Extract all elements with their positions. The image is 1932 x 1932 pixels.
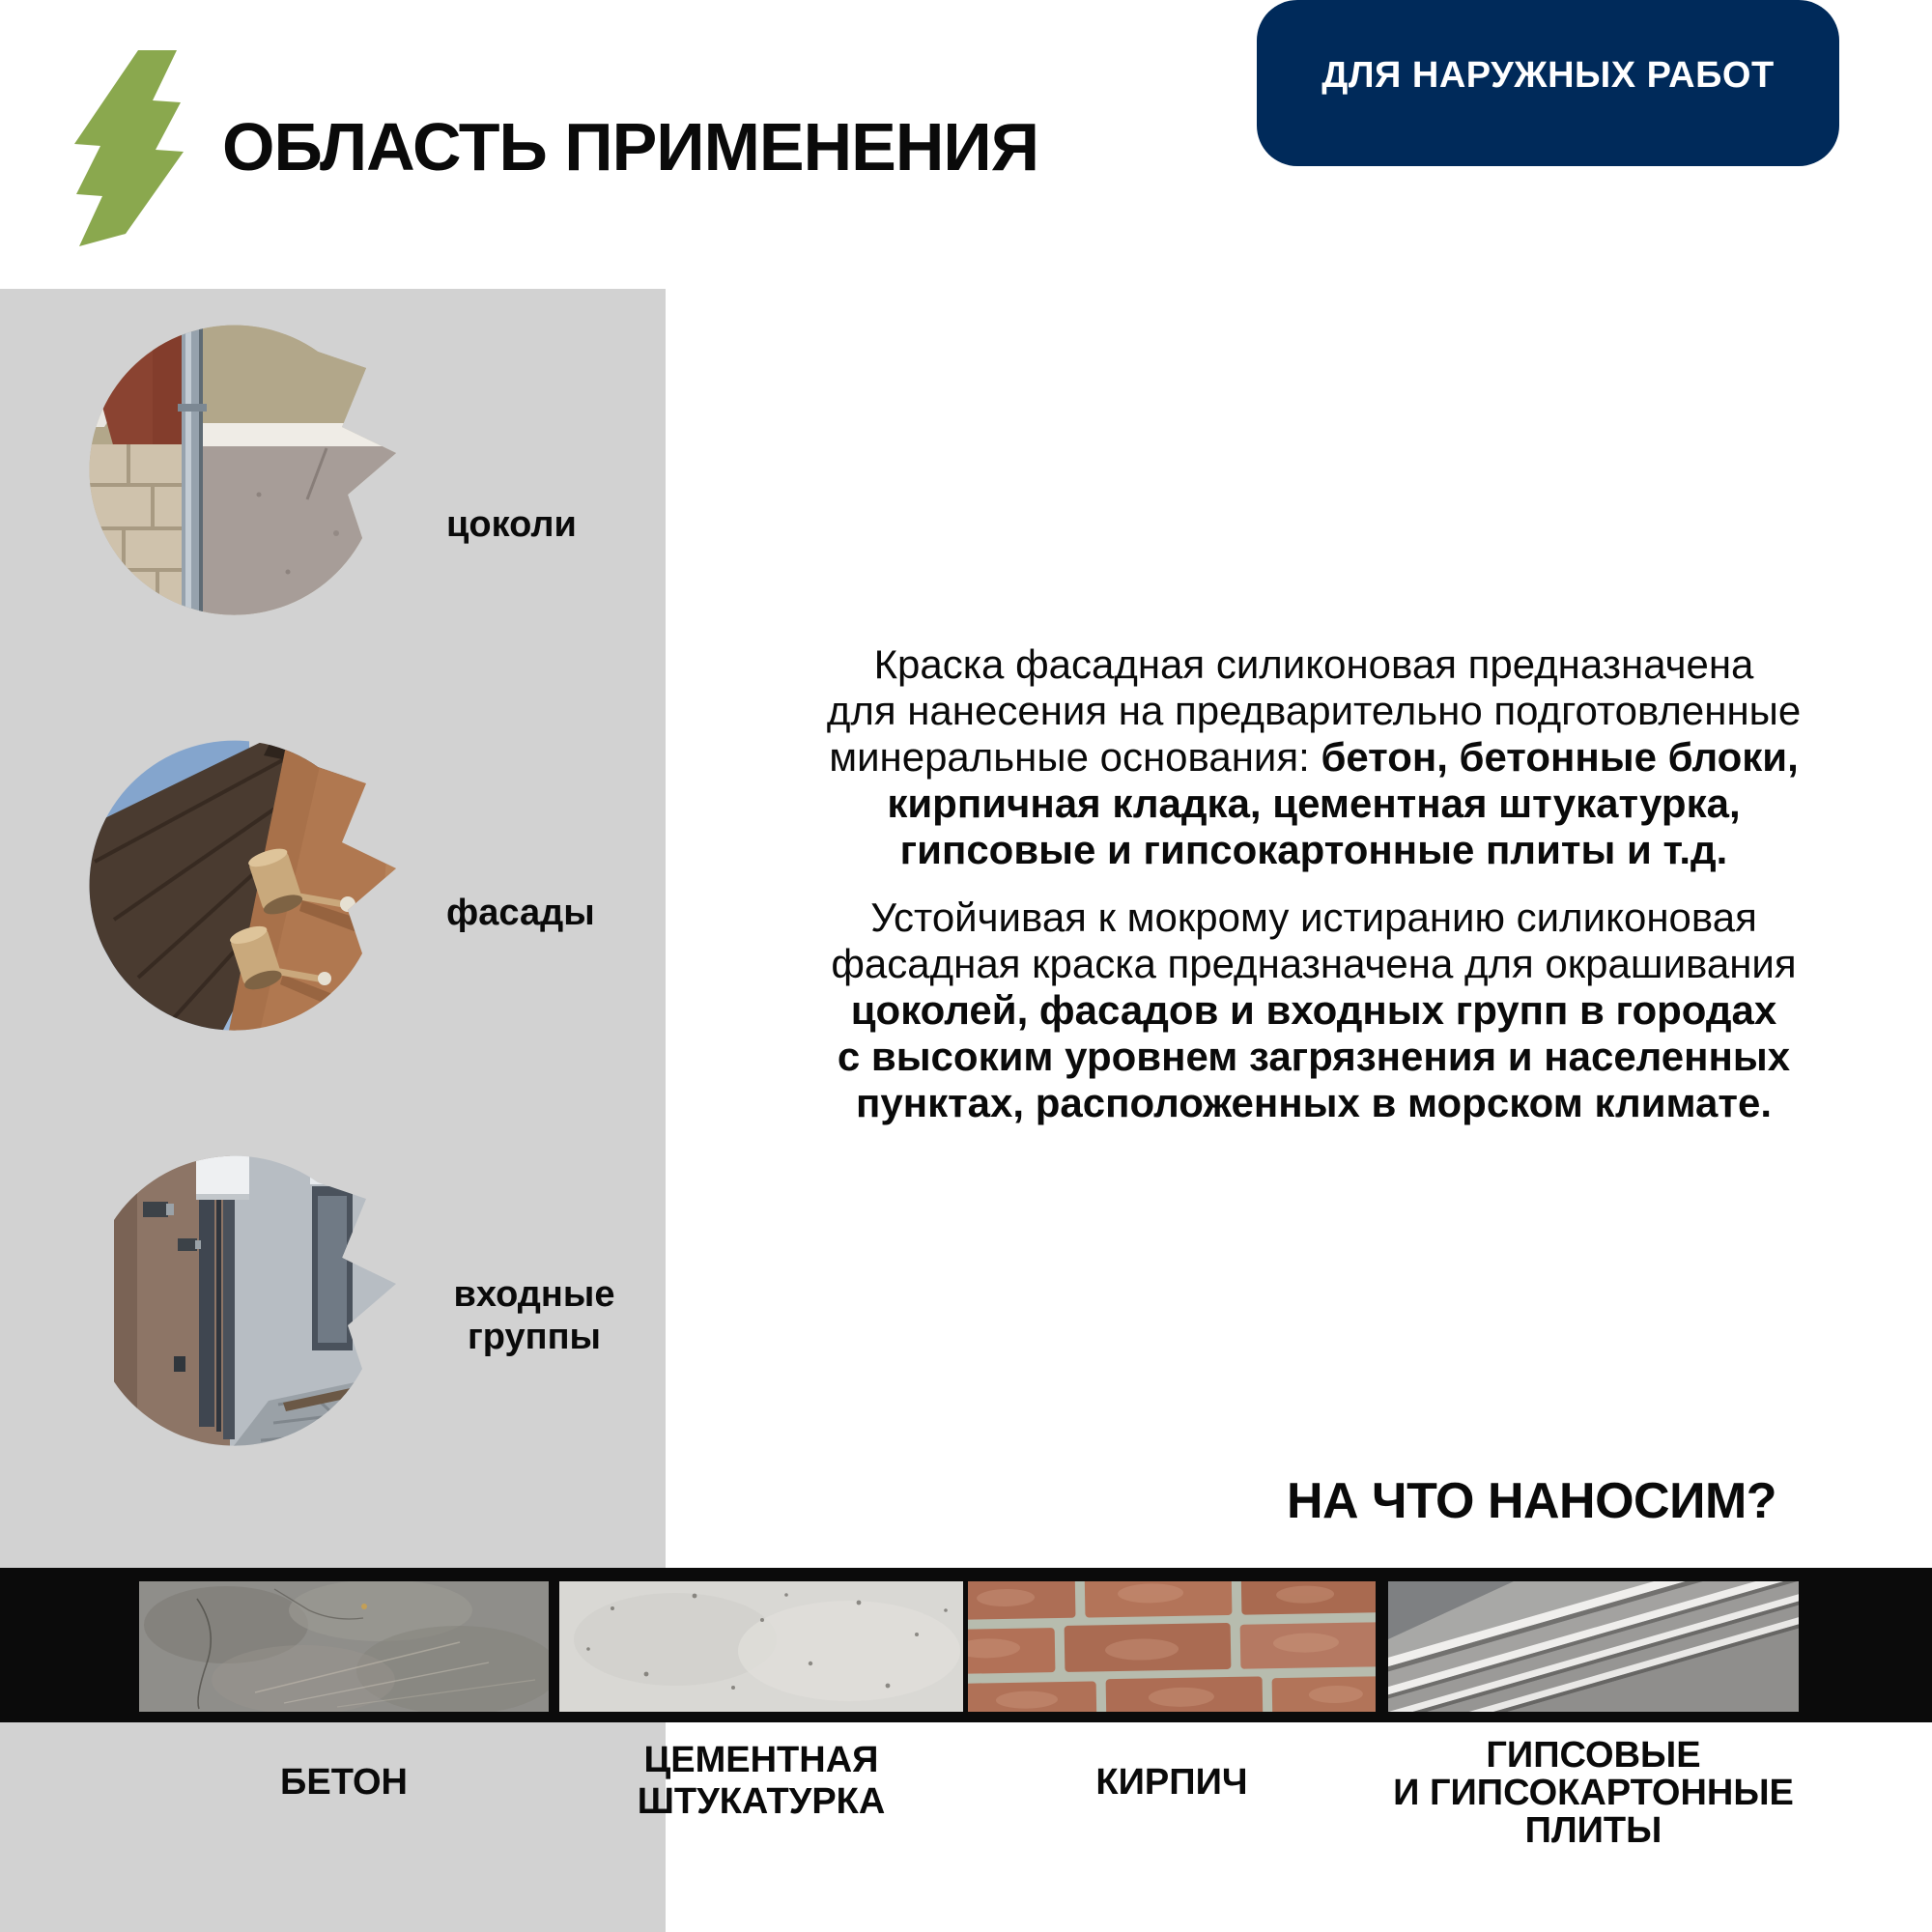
gypsum-boards-photo [1388, 1581, 1799, 1712]
surface-label-cement-plaster: ЦЕМЕНТНАЯ ШТУКАТУРКА [637, 1740, 886, 1822]
surfaces-heading: НА ЧТО НАНОСИМ? [1287, 1473, 1777, 1529]
lightning-bolt-icon [73, 48, 184, 247]
facade-eave-photo [85, 736, 418, 1036]
concrete-photo [139, 1581, 549, 1712]
exterior-works-badge [1257, 0, 1839, 166]
page-title: ОБЛАСТЬ ПРИМЕНЕНИЯ [222, 109, 1039, 185]
application-label-facade: фасады [446, 893, 595, 933]
surface-label-gypsum: ГИПСОВЫЕ И ГИПСОКАРТОННЫЕ ПЛИТЫ [1393, 1735, 1794, 1851]
entrance-group-photo [85, 1151, 418, 1451]
socle-wall-photo [85, 321, 418, 620]
badge-label: ДЛЯ НАРУЖНЫХ РАБОТ [1321, 54, 1775, 96]
application-label-socle: цоколи [446, 504, 577, 545]
brick-photo [968, 1581, 1376, 1712]
description-text: Краска фасадная силиконовая предназначена для нанесения на предварительно подготовленные минеральные основания: бетон, бетонные блоки, кирпичная кладка, цементная штукатурка, гипсовые и гипсокартонные плиты и т.д. Устойчивая к мокрому истиранию силиконовая фасадная краска предназначена для окрашивания цоколей, фасадов и входных групп в городах с высоким уровнем загрязнения и населенных пунктах, расположенных в морском климате. [826, 641, 1802, 1125]
surface-label-brick: КИРПИЧ [1095, 1762, 1248, 1803]
application-label-entrance: входные группы [453, 1274, 615, 1357]
surface-label-concrete: БЕТОН [280, 1762, 408, 1803]
cement-plaster-photo [559, 1581, 963, 1712]
